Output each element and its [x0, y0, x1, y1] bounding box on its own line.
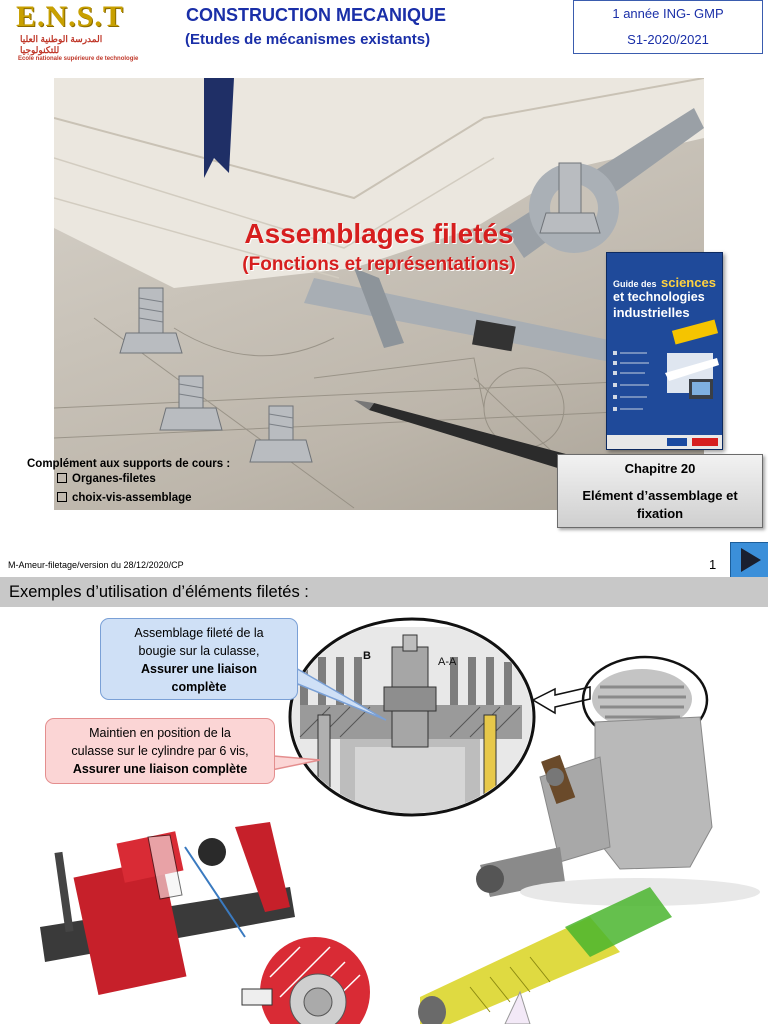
next-arrow-icon — [731, 543, 768, 577]
callout-blue-line1: Assemblage fileté de la — [134, 626, 264, 640]
book-title-line3: industrielles — [613, 305, 690, 320]
diagram-label-b: B — [363, 650, 371, 662]
support-item-label: Organes-filetes — [72, 473, 156, 485]
callout-red-line3: Assurer une liaison complète — [72, 762, 248, 776]
book-title-line2: et technologies — [613, 290, 705, 304]
callout-red-line2: culasse sur le cylindre par 6 vis, — [71, 744, 249, 758]
callout-spark-plug — [100, 618, 298, 700]
info-semester: S1-2020/2021 — [627, 32, 709, 47]
cover-title: Assemblages filetés — [244, 218, 514, 249]
cover-subtitle: (Fonctions et représentations) — [242, 254, 516, 275]
chapter-title-line1: Elément d’assemblage et — [582, 488, 738, 503]
callout-head-screws — [45, 718, 275, 784]
book-title-line1: sciences — [661, 275, 716, 290]
callout-red-line1: Maintien en position de la — [89, 726, 231, 740]
info-year: 1 année ING- GMP — [612, 6, 724, 21]
callout-blue-line2: bougie sur la culasse, — [138, 644, 260, 658]
checkbox-icon — [57, 473, 67, 483]
chapter-title-line2: fixation — [636, 506, 684, 521]
logo-arabic: المدرسة الوطنية العليا للتكنولوجيا — [20, 34, 103, 55]
next-slide-button[interactable] — [730, 542, 768, 578]
supports-heading: Complément aux supports de cours : — [27, 458, 231, 470]
footer-source: M-Ameur-filetage/version du 28/12/2020/CP — [8, 560, 184, 570]
chapter-label: Chapitre 20 — [624, 461, 696, 476]
diagram-label-aa: A-A — [438, 656, 457, 668]
book-illustration — [607, 253, 722, 449]
chapter-box — [557, 454, 763, 528]
logo-subtitle: Ecole nationale supérieure de technologie — [18, 56, 139, 62]
course-title: CONSTRUCTION MECANIQUE — [186, 5, 446, 25]
checkbox-icon — [57, 492, 67, 502]
logo-text: E.N.S.T — [16, 0, 124, 33]
callout-blue-line3: Assurer une liaison — [140, 662, 257, 676]
book-top-label: Guide des — [613, 279, 657, 289]
guide-book-cover — [606, 252, 723, 450]
callout-blue-line4: complète — [171, 680, 227, 694]
support-item[interactable] — [57, 492, 192, 504]
course-subtitle: (Etudes de mécanismes existants) — [185, 31, 431, 48]
course-info-box — [573, 0, 763, 54]
support-item[interactable] — [57, 473, 156, 485]
support-item-label: choix-vis-assemblage — [72, 492, 192, 504]
section-title: Exemples d’utilisation d’éléments filetés : — [9, 583, 309, 601]
school-logo — [12, 0, 142, 64]
page-number: 1 — [709, 557, 717, 572]
